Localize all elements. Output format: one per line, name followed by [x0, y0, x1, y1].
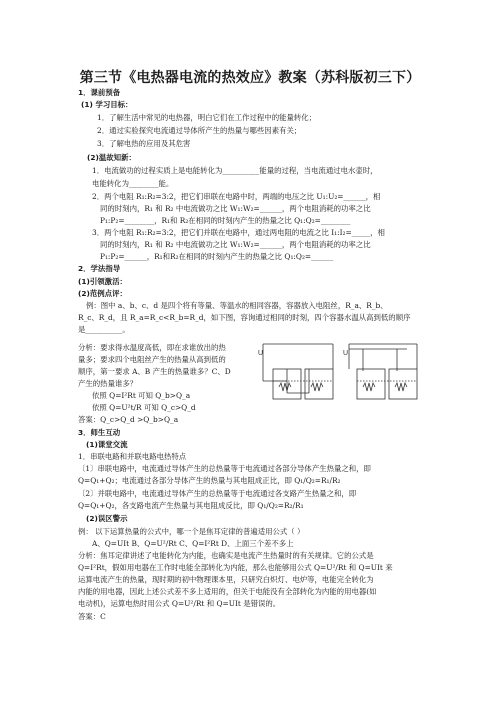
guide-heading: (1)引领激活：: [78, 277, 127, 286]
section-3-heading: 3．师生互动: [78, 428, 121, 437]
goal-1: 1．了解生活中常见的电热器，明白它们在工作过程中的能量转化；: [97, 113, 317, 122]
parallel-rule-line2: Q=Q₁+Q₂，各支路电流产生热量与其电阻成反比，即 Q₁/Q₂=R₂/R₁: [78, 501, 304, 510]
page-title: 第三节《电热器电流的热效应》教案（苏科版初三下）: [79, 70, 421, 86]
review-q3-line3: P₁:P₂=______，R₁和R₂在相同的时刻内产生的热量之比 Q₁:Q₂=______: [100, 252, 334, 261]
formula-2: 依照 Q=U²t/R 可知 Q_c>Q_d: [92, 403, 196, 412]
review-q1-line1: 1．电流做功的过程实质上是电能转化为__________能量的过程，当电流通过电水壶时，: [92, 166, 378, 175]
analysis-line3: 顺序，第一要求 A、B 产生的热量谁多？C、D: [78, 367, 231, 376]
series-rule-line1: 〔1〕串联电路中，电流通过导体产生的总热量等于电流通过各部分导体产生热量之和，即: [78, 464, 371, 473]
example-line2: R_c、R_d，且 R_a=R_c<R_b=R_d，如下图，容询通过相同的时刻，四个容器水温从高到低的顺序: [78, 313, 411, 322]
discussion-p1: 1．串联电路和并联电路电热特点: [78, 452, 187, 461]
review-q2-line2: 同的时刻内，R₁ 和 R₂ 中电流做功之比 W₁:W₂=______，两个电阻消耗的功率之比: [100, 204, 371, 213]
formula-1: 依照 Q=I²Rt 可知 Q_b>Q_a: [92, 391, 191, 400]
misconception-options: A、Q=UIt B、Q=U²/Rt C、Q=I²Rt D、上面三个差不多上: [92, 539, 294, 548]
series-circuit: [263, 344, 333, 399]
section-1-heading: 1．课前预备: [78, 88, 121, 97]
explanation-line5: 电动机)，运算电热时用公式 Q=U²/Rt 和 Q=UIt 是错误的。: [78, 599, 281, 608]
circuit-figure: [257, 341, 427, 421]
explanation-line1: 分析：焦耳定律讲述了电能转化为内能，也确实是电流产生热量时的有关规律。它的公式是: [78, 551, 374, 560]
analysis-line4: 产生的热量谁多？: [78, 379, 138, 388]
analysis-line2: 量多；要求四个电阻丝产生的热量从高到低的: [78, 355, 226, 364]
misconception-answer: 答案：C: [78, 612, 106, 621]
misconception-heading: (2)误区警示: [86, 514, 128, 523]
review-heading: (2)温故知新：: [87, 153, 136, 162]
series-rule-line2: Q=Q₁+Q₂；电流通过各部分导体产生的热量与其电阻成正比，即 Q₁/Q₂=R₁/R₂: [78, 476, 341, 485]
example-heading: (2)范例点评：: [78, 289, 127, 298]
voltage-label-left: U: [258, 350, 264, 357]
parallel-circuit: [349, 344, 417, 399]
goal-3: 3．了解电热的应用及其危害: [97, 139, 191, 148]
misconception-question: 例： 以下运算热量的公式中，哪一个是焦耳定律的普遍适用公式（ ）: [78, 527, 305, 536]
discussion-heading: (1)课堂交流: [86, 440, 128, 449]
explanation-line3: 运算电流产生的热量，现时期的初中物理课本里，只研究白炽灯、电炉等，电能完全转化为: [78, 575, 374, 584]
explanation-line2: Q=I²Rt，假如用电器在工作时电能全部转化为内能，那么也能够用公式 Q=U²/Rt 和 Q=UIt 来: [78, 563, 393, 572]
section-2-heading: 2．学法指导: [78, 264, 121, 273]
review-q2-line1: 2．两个电阻 R₁:R₂=3:2，把它们串联在电路中时，两端的电压之比 U₁:U₂=______，相: [92, 192, 381, 201]
example-line1: 例：图中 a、b、c、d 是四个将有等量、等温水的相同容器，容器放入电阻丝，R_a、R_b、: [86, 301, 388, 310]
analysis-line1: 分析：要求得水温度高低，即在求谁放出的热: [78, 343, 226, 352]
learning-goals-heading: (1) 学习目标：: [81, 100, 133, 109]
explanation-line4: 内能的用电器，因此上述公式差不多上适用的，但关于电能没有全部转化为内能的用电器(如: [78, 587, 377, 596]
voltage-label-right: U: [343, 350, 349, 357]
review-q3-line1: 3．两个电阻 R₁:R₂=3:2，把它们并联在电路中，通过两电阻的电流之比 I₁:I₂=_____，相: [92, 228, 385, 237]
example-answer: 答案：Q_c>Q_d >Q_b>Q_a: [78, 415, 179, 424]
goal-2: 2．通过实验探究电流通过导体所产生的热量与哪些因素有关；: [97, 126, 302, 135]
example-line3: 是__________。: [78, 325, 130, 334]
review-q1-line2: 电能转化为________能。: [92, 179, 174, 188]
parallel-rule-line1: 〔2〕并联电路中，电流通过导体产生的总热量等于电流通过各支路产生热量之和，即: [78, 489, 357, 498]
review-q2-line3: P₁:P₂=________，R₁和 R₂在相同的时刻内产生的热量之比 Q₁:Q₂=________: [100, 216, 351, 225]
review-q3-line2: 同的时刻内，R₁ 和 R₂ 中电流做功之比 W₁:W₂=______，两个电阻消耗的功率之比: [100, 240, 371, 249]
